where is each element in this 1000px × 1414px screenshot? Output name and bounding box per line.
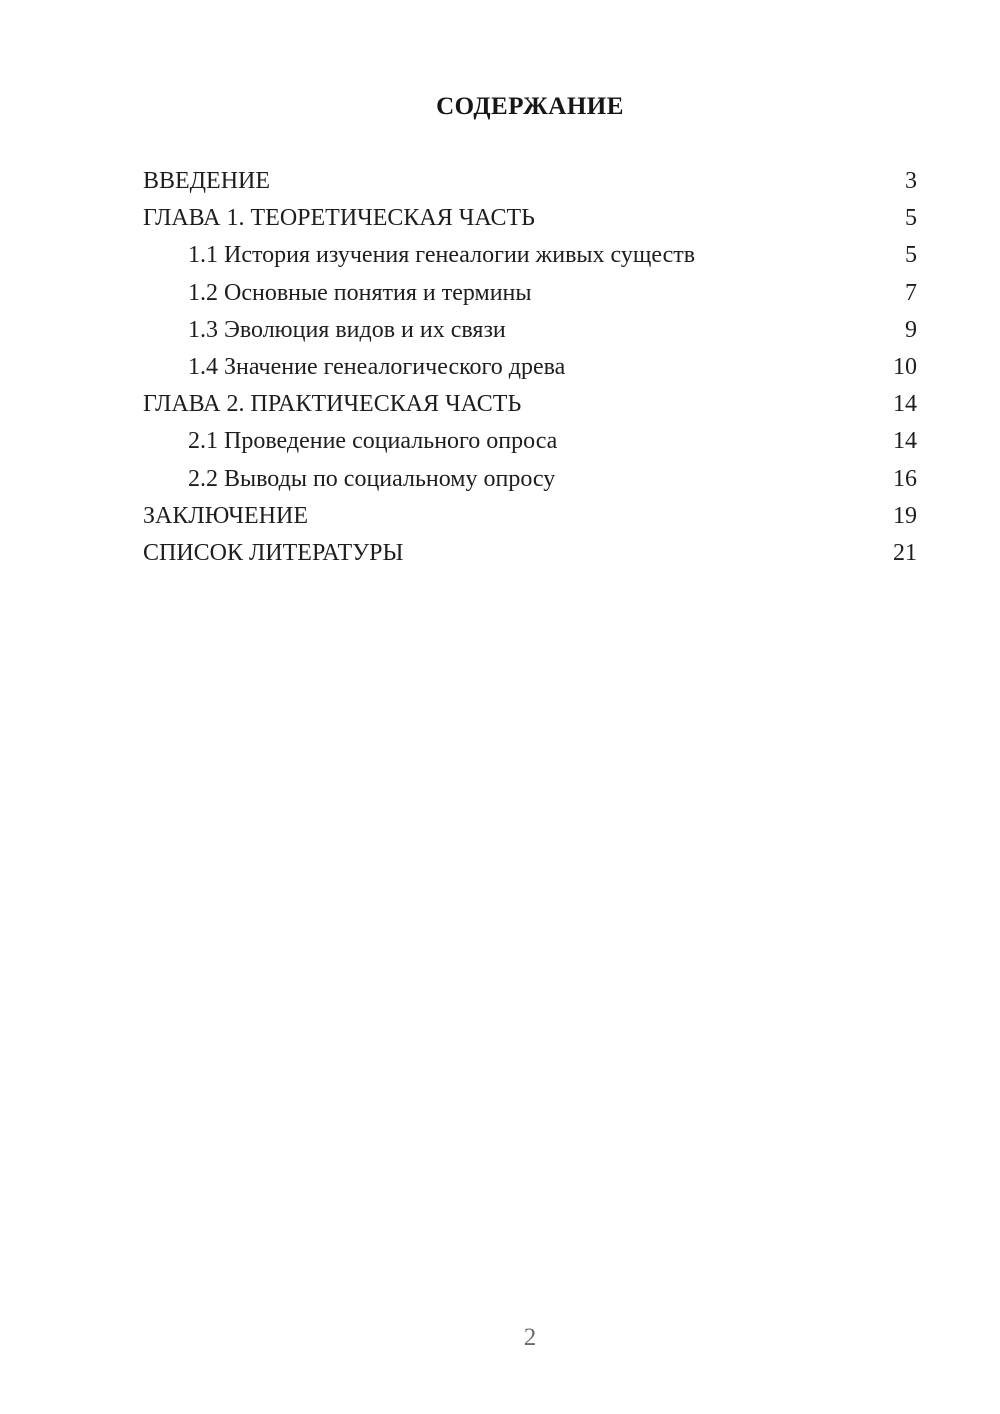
toc-entry-label: 1.2 Основные понятия и термины [188, 279, 532, 306]
toc-entry-page: 21 [893, 539, 917, 566]
toc-entry-label: 1.1 История изучения генеалогии живых существ [188, 242, 696, 269]
toc-entry-page: 7 [905, 279, 917, 306]
toc-entry-page: 5 [905, 205, 917, 232]
table-of-contents [143, 163, 917, 572]
toc-entry [143, 423, 917, 460]
toc-entry-page: 10 [893, 353, 917, 380]
toc-entry-page: 14 [893, 428, 917, 455]
toc-entry [143, 535, 917, 572]
toc-entry-label: ЗАКЛЮЧЕНИЕ [143, 502, 308, 529]
toc-entry-label: 2.1 Проведение социального опроса [188, 428, 558, 455]
toc-entry-page: 9 [905, 316, 917, 343]
toc-entry [143, 386, 917, 423]
toc-entry [143, 498, 917, 535]
toc-entry-label: 1.4 Значение генеалогического древа [188, 353, 566, 380]
toc-entry [143, 349, 917, 386]
page-number: 2 [523, 1324, 537, 1351]
toc-entry-page: 14 [893, 391, 917, 418]
toc-entry [143, 312, 917, 349]
toc-entry [143, 461, 917, 498]
toc-entry-label: ГЛАВА 2. ПРАКТИЧЕСКАЯ ЧАСТЬ [143, 391, 522, 418]
toc-entry-label: 2.2 Выводы по социальному опросу [188, 465, 556, 492]
toc-entry-page: 19 [893, 502, 917, 529]
toc-entry-label: ВВЕДЕНИЕ [143, 168, 271, 194]
toc-entry [143, 200, 917, 237]
toc-entry [143, 275, 917, 312]
page-title: СОДЕРЖАНИЕ [436, 93, 624, 120]
toc-entry-page: 5 [905, 242, 917, 269]
toc-entry-label: ГЛАВА 1. ТЕОРЕТИЧЕСКАЯ ЧАСТЬ [143, 205, 535, 232]
toc-entry [143, 237, 917, 274]
toc-entry-page: 16 [893, 465, 917, 492]
toc-entry-page: 3 [905, 168, 917, 194]
toc-entry [143, 163, 917, 200]
toc-entry-label: СПИСОК ЛИТЕРАТУРЫ [143, 539, 404, 566]
toc-entry-label: 1.3 Эволюция видов и их связи [188, 316, 506, 343]
